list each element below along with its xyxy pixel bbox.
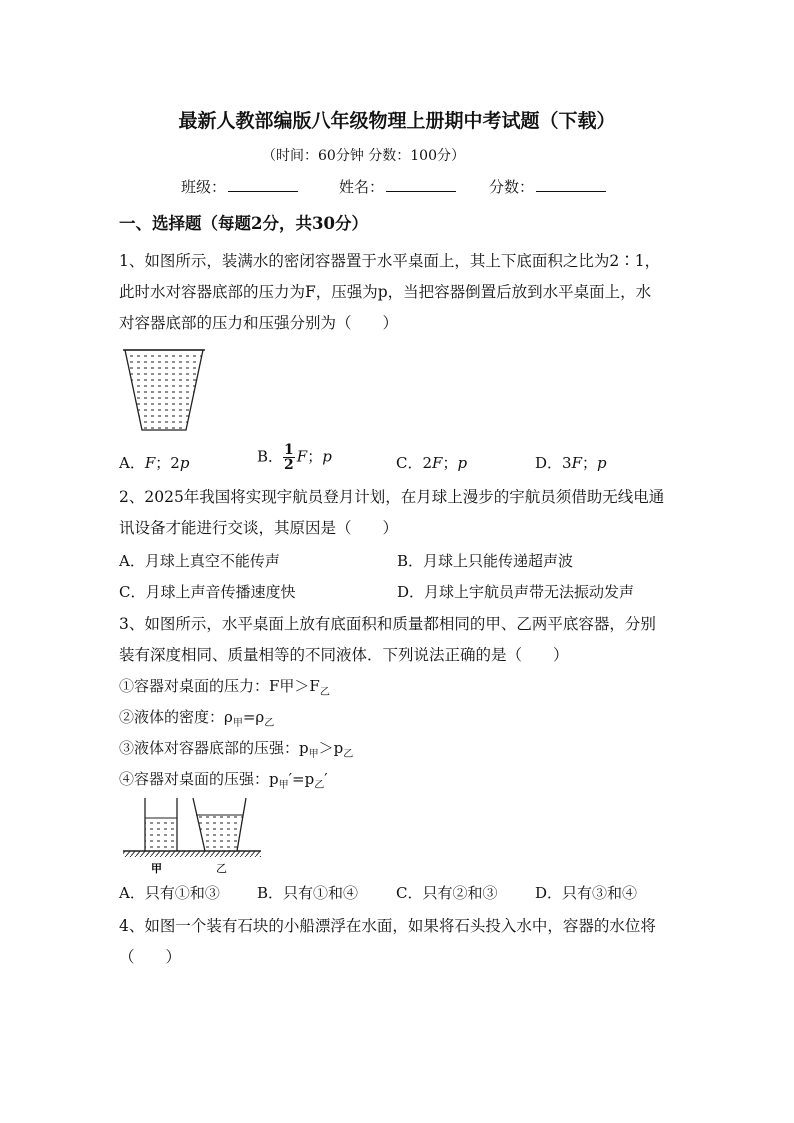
statement-text: ④容器对桌面的压强：p [119, 770, 279, 788]
force-symbol: F [144, 454, 156, 472]
subscript: 甲 [308, 749, 319, 760]
separator: ； [582, 454, 598, 472]
separator: ； [442, 454, 458, 472]
score-blank[interactable] [536, 177, 606, 192]
fraction-half [283, 443, 295, 472]
q2-line-1: 2、2025年我国将实现宇航员登月计划，在月球上漫步的宇航员须借助无线电通 [119, 488, 665, 506]
subscript: 乙 [314, 780, 325, 791]
q4-line-2: （ ） [119, 948, 182, 966]
q3-statement-1 [119, 675, 330, 698]
q1-line-3: 对容器底部的压力和压强分别为（ ） [119, 314, 399, 332]
class-label: 班级： [181, 178, 227, 196]
q1-option-c[interactable] [396, 452, 467, 473]
option-letter: B． [257, 447, 284, 466]
q3-statement-4 [119, 768, 328, 791]
q3-option-d[interactable]: D．只有③和④ [535, 884, 638, 902]
q1-option-b[interactable] [257, 443, 332, 472]
pressure-symbol: p [322, 447, 332, 466]
q3-statement-2 [119, 706, 274, 729]
pressure-symbol: p [597, 454, 607, 472]
label-jia: 甲 [151, 862, 162, 875]
pressure-symbol: p [179, 454, 190, 472]
q3-statement-3 [119, 737, 353, 760]
name-blank[interactable] [386, 177, 456, 192]
option-letter: D．3 [535, 454, 572, 472]
page-title: 最新人教部编版八年级物理上册期中考试题（下载） [178, 110, 616, 132]
statement-text: ′ [324, 770, 328, 788]
fraction-numerator: 1 [284, 442, 294, 458]
statement-text: =ρ [242, 708, 265, 726]
subscript: 乙 [319, 687, 330, 698]
statement-text: ①容器对桌面的压力：F甲＞F [119, 677, 320, 695]
q3-option-a[interactable]: A．只有①和③ [119, 884, 220, 902]
name-label: 姓名： [339, 178, 385, 196]
option-letter: C．2 [396, 454, 433, 472]
class-blank[interactable] [228, 177, 298, 192]
separator: ； [307, 447, 323, 466]
class-field [181, 176, 298, 197]
q2-option-d[interactable]: D．月球上宇航员声带无法振动发声 [397, 583, 635, 601]
statement-text: ′=p [288, 770, 315, 788]
force-symbol: F [432, 454, 443, 472]
subscript: 乙 [264, 718, 275, 729]
q1-container-figure [122, 347, 206, 433]
subscript: 乙 [343, 749, 354, 760]
statement-text: ③液体对容器底部的压强：p [119, 739, 309, 757]
q1-line-1: 1、如图所示，装满水的密闭容器置于水平桌面上，其上下底面积之比为2∶1， [119, 252, 661, 270]
time-score-info: （时间：60分钟 分数：100分） [262, 148, 465, 164]
q3-line-1: 3、如图所示，水平桌面上放有底面积和质量都相同的甲、乙两平底容器，分别 [119, 615, 656, 633]
q3-option-b[interactable]: B．只有①和④ [257, 884, 359, 902]
q1-line-2: 此时水对容器底部的压力为F，压强为p，当把容器倒置后放到水平桌面上，水 [119, 283, 652, 301]
q4-line-1: 4、如图一个装有石块的小船漂浮在水面，如果将石头投入水中，容器的水位将 [119, 917, 656, 935]
name-field [339, 176, 456, 197]
force-symbol: F [571, 454, 582, 472]
score-label: 分数： [489, 178, 535, 196]
option-letter: A． [119, 454, 145, 472]
subscript: 甲 [232, 718, 243, 729]
statement-text: ②液体的密度：ρ [119, 708, 233, 726]
q2-line-2: 讯设备才能进行交谈，其原因是（ ） [119, 519, 399, 537]
label-yi: 乙 [216, 862, 227, 875]
q3-option-c[interactable]: C．只有②和③ [396, 884, 498, 902]
q2-option-b[interactable]: B．月球上只能传递超声波 [397, 552, 574, 570]
fraction-denominator: 2 [284, 457, 294, 473]
q2-option-c[interactable]: C．月球上声音传播速度快 [119, 583, 296, 601]
q1-option-a[interactable] [119, 452, 189, 473]
q1-option-d[interactable] [535, 452, 607, 473]
statement-text: ＞p [318, 739, 344, 757]
subscript: 甲 [278, 780, 289, 791]
q2-option-a[interactable]: A．月球上真空不能传声 [119, 552, 280, 570]
score-field [489, 176, 606, 197]
q3-line-2: 装有深度相同、质量相等的不同液体．下列说法正确的是（ ） [119, 646, 569, 664]
section-title: 一、选择题（每题2分，共30分） [119, 214, 368, 233]
force-symbol: F [296, 447, 308, 466]
pressure-symbol: p [457, 454, 468, 472]
option-text: ；2 [155, 454, 180, 472]
q3-containers-figure [121, 796, 263, 878]
